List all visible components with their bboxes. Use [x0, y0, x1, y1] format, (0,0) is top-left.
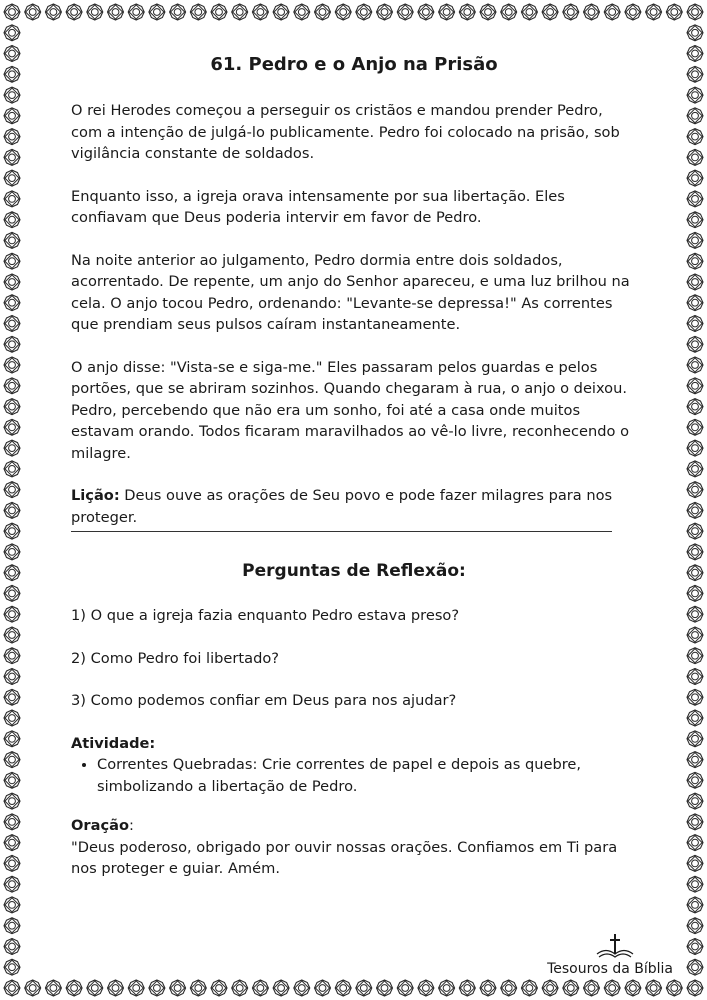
border-ornament [190, 4, 206, 20]
border-ornament [4, 108, 20, 124]
border-ornament [687, 814, 703, 830]
border-ornament [4, 502, 20, 518]
border-ornament [128, 980, 144, 996]
border-ornament [584, 980, 600, 996]
border-ornament [604, 4, 620, 20]
border-ornament [687, 669, 703, 685]
border-ornament [687, 855, 703, 871]
border-ornament [356, 4, 372, 20]
border-ornament [377, 980, 393, 996]
border-ornament [4, 232, 20, 248]
story-paragraph-4: O anjo disse: "Vista-se e siga-me." Eles passaram pelos guardas e pelos portões, que se abriram sozinhos. Quando chegaram à rua, o anjo o deixou. Pedro, percebendo que não era um sonho, foi até a casa onde muitos estavam orando. Todos ficaram maravilhados ao vê-lo livre, reconhecendo o milagre. [71, 358, 630, 462]
border-ornament [4, 440, 20, 456]
border-ornament [687, 357, 703, 373]
border-ornament [542, 4, 558, 20]
border-ornament [4, 25, 20, 41]
border-ornament [459, 980, 475, 996]
border-ornament [4, 855, 20, 871]
border-ornament [252, 980, 268, 996]
border-ornament [4, 212, 20, 228]
border-ornament [625, 980, 641, 996]
border-ornament [4, 689, 20, 705]
border-ornament [687, 316, 703, 332]
border-ornament [687, 897, 703, 913]
reflection-question-1: 1) O que a igreja fazia enquanto Pedro estava preso? [71, 607, 460, 624]
border-ornament [687, 46, 703, 62]
prayer-text: "Deus poderoso, obrigado por ouvir nossas orações. Confiamos em Ti para nos proteger e guiar. Amém. [71, 838, 618, 877]
prayer-heading [71, 815, 637, 837]
border-ornament [4, 461, 20, 477]
border-ornament [687, 191, 703, 207]
border-ornament [480, 4, 496, 20]
border-ornament [335, 980, 351, 996]
border-ornament [687, 835, 703, 851]
border-ornament [4, 129, 20, 145]
border-ornament [4, 274, 20, 290]
border-ornament [687, 66, 703, 82]
border-ornament [66, 4, 82, 20]
story-paragraph-1: O rei Herodes começou a perseguir os cristãos e mandou prender Pedro, com a intenção de julgá-lo publicamente. Pedro foi colocado na prisão, sob vigilância constante de soldados. [71, 102, 620, 162]
border-ornament [170, 4, 186, 20]
border-ornament [687, 295, 703, 311]
border-ornament [232, 980, 248, 996]
border-ornament [108, 980, 124, 996]
border-ornament [170, 980, 186, 996]
border-ornament [4, 772, 20, 788]
border-ornament [4, 648, 20, 664]
border-ornament [687, 689, 703, 705]
border-ornament [666, 4, 682, 20]
border-ornament [4, 170, 20, 186]
border-ornament [604, 980, 620, 996]
lesson [71, 485, 637, 528]
prayer-colon: : [128, 817, 134, 834]
border-ornament [439, 980, 455, 996]
border-ornament [563, 980, 579, 996]
border-ornament [356, 980, 372, 996]
border-ornament [687, 585, 703, 601]
border-ornament [232, 4, 248, 20]
border-ornament [687, 772, 703, 788]
border-ornament [687, 544, 703, 560]
border-ornament [4, 897, 20, 913]
border-ornament [687, 25, 703, 41]
border-ornament [4, 66, 20, 82]
reflection-question-3: 3) Como podemos confiar em Deus para nos ajudar? [71, 692, 457, 709]
border-ornament [4, 585, 20, 601]
border-ornament [584, 4, 600, 20]
border-ornament [4, 876, 20, 892]
border-ornament [252, 4, 268, 20]
border-ornament [687, 399, 703, 415]
border-ornament [4, 295, 20, 311]
border-ornament [542, 980, 558, 996]
border-ornament [4, 336, 20, 352]
border-ornament [315, 4, 331, 20]
border-ornament [4, 149, 20, 165]
lesson-label: Lição: [71, 487, 120, 504]
border-ornament [666, 980, 682, 996]
border-ornament [646, 980, 662, 996]
border-ornament [459, 4, 475, 20]
border-ornament [294, 4, 310, 20]
border-ornament [687, 627, 703, 643]
border-ornament [4, 669, 20, 685]
border-ornament [45, 980, 61, 996]
border-ornament [687, 918, 703, 934]
border-ornament [4, 939, 20, 955]
border-ornament [294, 980, 310, 996]
activity-item: • Correntes Quebradas: Crie correntes de papel e depois as quebre, simbolizando a libertação de Pedro. [97, 754, 637, 797]
border-ornament [4, 46, 20, 62]
border-ornament [687, 232, 703, 248]
border-ornament [4, 606, 20, 622]
border-ornament [646, 4, 662, 20]
border-ornament [128, 4, 144, 20]
border-ornament [108, 4, 124, 20]
story-paragraph-2: Enquanto isso, a igreja orava intensamente por sua libertação. Eles confiavam que Deus poderia intervir em favor de Pedro. [71, 187, 565, 226]
border-ornament [4, 87, 20, 103]
border-ornament [687, 793, 703, 809]
border-ornament [687, 710, 703, 726]
border-ornament [4, 316, 20, 332]
border-ornament [687, 108, 703, 124]
border-ornament [315, 980, 331, 996]
border-ornament [687, 482, 703, 498]
border-ornament [687, 565, 703, 581]
border-ornament [687, 959, 703, 975]
prayer-label: Oração [71, 817, 129, 834]
page-title: 61. Pedro e o Anjo na Prisão [210, 54, 498, 75]
border-ornament [397, 4, 413, 20]
border-ornament [687, 980, 703, 996]
border-ornament [4, 959, 20, 975]
border-ornament [25, 980, 41, 996]
border-ornament [4, 814, 20, 830]
border-ornament [687, 648, 703, 664]
border-ornament [501, 4, 517, 20]
border-ornament [4, 419, 20, 435]
border-ornament [687, 523, 703, 539]
border-ornament [687, 752, 703, 768]
border-ornament [4, 378, 20, 394]
border-ornament [4, 482, 20, 498]
brand-name: Tesouros da Bíblia [547, 961, 673, 977]
border-ornament [273, 4, 289, 20]
border-ornament [4, 835, 20, 851]
reflection-title: Perguntas de Reflexão: [242, 561, 466, 581]
border-ornament [563, 4, 579, 20]
border-ornament [687, 419, 703, 435]
border-ornament [439, 4, 455, 20]
border-ornament [4, 357, 20, 373]
border-ornament [4, 980, 20, 996]
section-divider [71, 531, 612, 532]
border-ornament [687, 212, 703, 228]
border-ornament [687, 378, 703, 394]
border-ornament [190, 980, 206, 996]
border-ornament [501, 980, 517, 996]
border-ornament [149, 4, 165, 20]
border-ornament [377, 4, 393, 20]
border-ornament [149, 980, 165, 996]
border-ornament [4, 4, 20, 20]
border-ornament [687, 876, 703, 892]
border-ornament [687, 606, 703, 622]
story-paragraph-3: Na noite anterior ao julgamento, Pedro dormia entre dois soldados, acorrentado. De repente, um anjo do Senhor apareceu, e uma luz brilhou na cela. O anjo tocou Pedro, ordenando: "Levante-se depressa!" As correntes que prendiam seus pulsos caíram instantaneamente. [71, 251, 630, 333]
brand-logo [523, 932, 673, 980]
border-ornament [4, 399, 20, 415]
border-ornament [4, 627, 20, 643]
border-ornament [625, 4, 641, 20]
reflection-question-2: 2) Como Pedro foi libertado? [71, 649, 280, 667]
border-ornament [521, 980, 537, 996]
border-ornament [687, 440, 703, 456]
border-ornament [687, 939, 703, 955]
border-ornament [4, 752, 20, 768]
border-ornament [4, 793, 20, 809]
cross-book-icon [595, 932, 635, 960]
border-ornament [211, 4, 227, 20]
border-ornament [687, 502, 703, 518]
border-ornament [687, 731, 703, 747]
border-ornament [687, 129, 703, 145]
border-ornament [211, 980, 227, 996]
border-ornament [4, 191, 20, 207]
border-ornament [687, 253, 703, 269]
border-ornament [66, 980, 82, 996]
border-ornament [25, 4, 41, 20]
border-ornament [687, 170, 703, 186]
border-ornament [4, 918, 20, 934]
worksheet-content [71, 52, 637, 901]
lesson-text: Deus ouve as orações de Seu povo e pode fazer milagres para nos proteger. [71, 487, 613, 526]
border-ornament [480, 980, 496, 996]
border-ornament [335, 4, 351, 20]
border-ornament [45, 4, 61, 20]
border-ornament [273, 980, 289, 996]
border-ornament [687, 4, 703, 20]
activity-label: Atividade: [71, 734, 156, 752]
border-ornament [418, 4, 434, 20]
border-ornament [4, 544, 20, 560]
border-ornament [87, 980, 103, 996]
border-ornament [4, 710, 20, 726]
border-ornament [4, 253, 20, 269]
border-ornament [521, 4, 537, 20]
border-ornament [687, 336, 703, 352]
activity-list [71, 754, 637, 797]
border-ornament [687, 87, 703, 103]
border-ornament [687, 149, 703, 165]
border-ornament [4, 731, 20, 747]
border-ornament [4, 565, 20, 581]
border-ornament [687, 274, 703, 290]
border-ornament [687, 461, 703, 477]
border-ornament [87, 4, 103, 20]
border-ornament [418, 980, 434, 996]
border-ornament [397, 980, 413, 996]
border-ornament [4, 523, 20, 539]
